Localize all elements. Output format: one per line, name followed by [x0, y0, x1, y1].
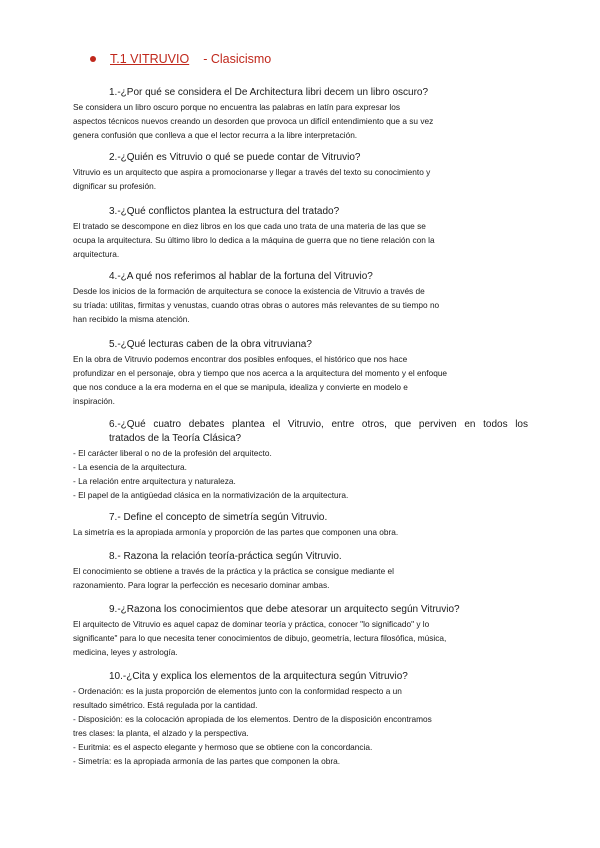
- answer-line: La simetría es la apropiada armonía y proporción de las partes que componen una obra.: [73, 527, 399, 537]
- question-heading: 8.- Razona la relación teoría-práctica según Vitruvio.: [109, 551, 342, 562]
- question-section-9: [73, 603, 528, 659]
- answer-line: resultado simétrico. Está regulada por la cantidad.: [73, 700, 258, 710]
- question-heading: 1.-¿Por qué se considera el De Architectura libri decem un libro oscuro?: [109, 87, 429, 98]
- subtitle: - Clasicismo: [203, 52, 272, 66]
- answer-line: En la obra de Vitruvio podemos encontrar dos posibles enfoques, el histórico que nos hace: [73, 354, 408, 364]
- question-heading: 2.-¿Quién es Vitruvio o qué se puede contar de Vitruvio?: [109, 152, 361, 163]
- question-section-3: [73, 205, 528, 261]
- answer-line: Se considera un libro oscuro porque no encuentra las palabras en latín para expresar los: [73, 102, 401, 112]
- answer-line: que nos conduce a la era moderna en el que se manipula, idealiza y convierte en modelo e: [73, 382, 408, 392]
- answer-line: han recibido la misma atención.: [73, 314, 190, 324]
- answer-line: aspectos técnicos nuevos creando un desorden que provoca un difícil entendimiento que a su vez: [73, 116, 434, 126]
- question-heading: 3.-¿Qué conflictos plantea la estructura del tratado?: [109, 206, 340, 217]
- question-heading: 5.-¿Qué lecturas caben de la obra vitruviana?: [109, 339, 312, 350]
- question-section-1: [73, 86, 528, 142]
- answer-line: arquitectura.: [73, 249, 120, 259]
- document-header: [90, 50, 271, 68]
- answer-line: - Ordenación: es la justa proporción de elementos junto con la conformidad respecto a un: [73, 686, 402, 696]
- answer-line: Desde los inicios de la formación de arquitectura se conoce la existencia de Vitruvio a través de: [73, 286, 425, 296]
- answer-line: razonamiento. Para lograr la perfección es necesario dominar ambas.: [73, 580, 330, 590]
- answer-line: - Disposición: es la colocación apropiada de los elementos. Dentro de la disposición encontramos: [73, 714, 432, 724]
- title-link[interactable]: T.1 VITRUVIO: [110, 52, 190, 66]
- answer-line: genera confusión que conlleva a que el lector recurra a la libre interpretación.: [73, 130, 358, 140]
- answer-line: profundizar en el personaje, obra y tiempo que nos acerca a la arquitectura del momento y el enfoque: [73, 368, 448, 378]
- question-section-2: [73, 151, 528, 193]
- answer-line: - Simetría: es la apropiada armonía de las partes que componen la obra.: [73, 756, 341, 766]
- question-heading: 9.-¿Razona los conocimientos que debe atesorar un arquitecto según Vitruvio?: [109, 604, 460, 615]
- question-heading-line: 6.-¿Qué cuatro debates plantea el Vitruvio, entre otros, que perviven en todos los: [109, 419, 528, 430]
- answer-line: su tríada: utilitas, firmitas y venustas, cuando otras obras o autores más relevantes de su tiempo no: [73, 300, 440, 310]
- answer-line: tres clases: la planta, el alzado y la perspectiva.: [73, 728, 249, 738]
- answer-line: El arquitecto de Vitruvio es aquel capaz de dominar teoría y práctica, conocer "lo significado" y lo: [73, 619, 430, 629]
- answer-line: - Euritmia: es el aspecto elegante y hermoso que se obtiene con la concordancia.: [73, 742, 373, 752]
- question-heading-line: tratados de la Teoría Clásica?: [109, 433, 242, 444]
- answer-line: El conocimiento se obtiene a través de la práctica y la práctica se consigue mediante el: [73, 566, 394, 576]
- list-item: - La esencia de la arquitectura.: [73, 462, 187, 472]
- bullet-icon: [90, 56, 96, 62]
- question-section-8: [73, 550, 528, 592]
- question-heading: 10.-¿Cita y explica los elementos de la arquitectura según Vitruvio?: [109, 671, 408, 682]
- answer-line: medicina, leyes y astrología.: [73, 647, 178, 657]
- answer-line: dignificar su profesión.: [73, 181, 157, 191]
- answer-line: Vitruvio es un arquitecto que aspira a promocionarse y llegar a través del texto su conocimiento y: [73, 167, 431, 177]
- answer-line: El tratado se descompone en diez libros en los que cada uno trata de una materia de las que se: [73, 221, 426, 231]
- question-section-7: [73, 511, 528, 539]
- question-section-10: [73, 670, 528, 768]
- question-section-5: [73, 338, 528, 408]
- answer-line: ocupa la arquitectura. Su último libro lo dedica a la máquina de guerra que no tiene relación con la: [73, 235, 435, 245]
- list-item: - El papel de la antigüedad clásica en la normativización de la arquitectura.: [73, 490, 349, 500]
- question-section-4: [73, 270, 528, 326]
- list-item: - El carácter liberal o no de la profesión del arquitecto.: [73, 448, 272, 458]
- question-heading: 4.-¿A qué nos referimos al hablar de la fortuna del Vitruvio?: [109, 271, 373, 282]
- answer-line: inspiración.: [73, 396, 115, 406]
- question-section-6: [73, 418, 528, 502]
- answer-line: significante" para lo que necesita tener conocimientos de dibujo, geometría, lectura filosófica, música,: [73, 633, 447, 643]
- question-heading: 7.- Define el concepto de simetría según Vitruvio.: [109, 512, 328, 523]
- list-item: - La relación entre arquitectura y naturaleza.: [73, 476, 236, 486]
